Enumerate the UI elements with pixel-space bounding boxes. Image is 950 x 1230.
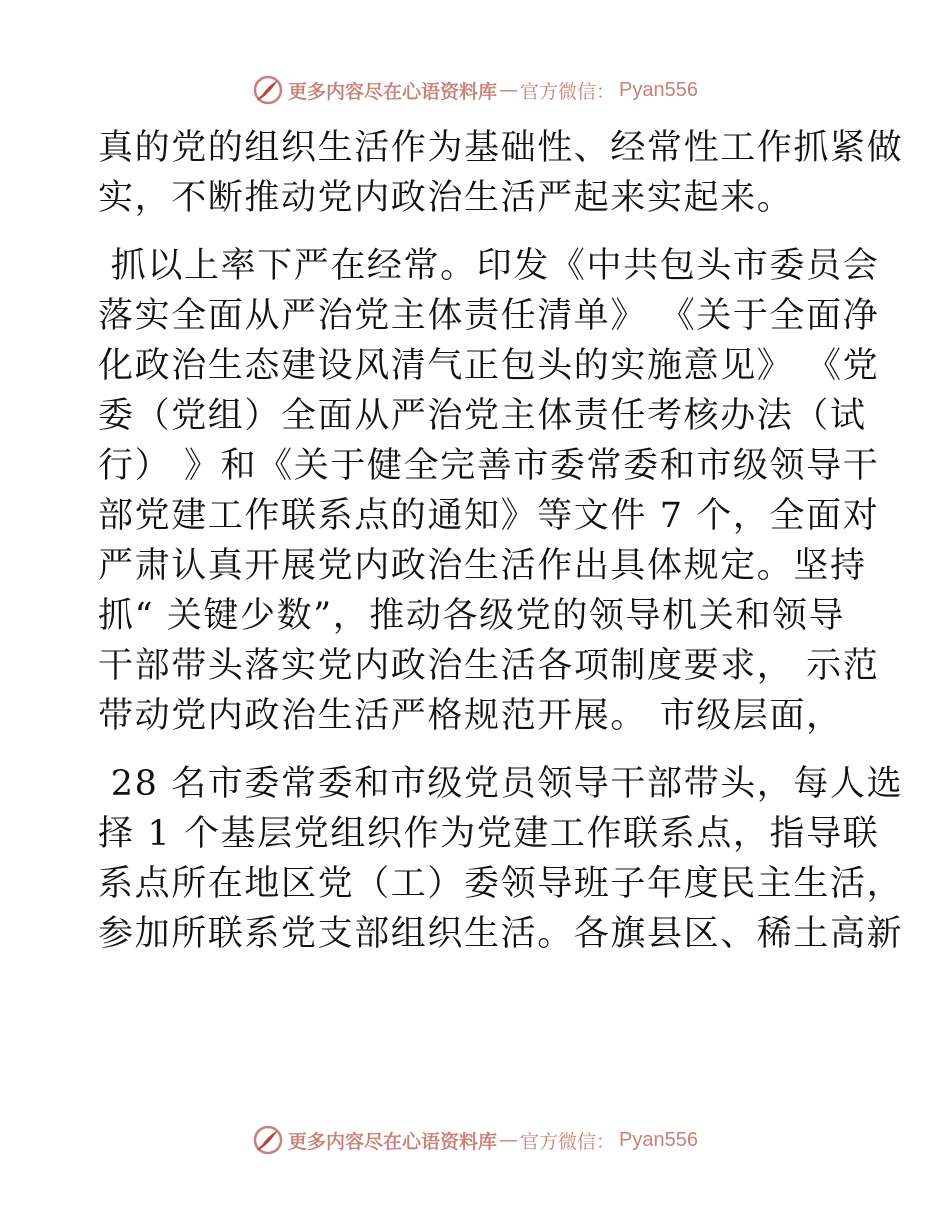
text-line: 化政治生态建设风清气正包头的实施意见》 《党: [98, 346, 880, 386]
official-wechat-label: 官方微信：: [520, 80, 616, 103]
text-line: 28 名市委常委和市级党员领导干部带头，每人选: [98, 764, 904, 804]
text-line: 干部带头落实党内政治生活各项制度要求， 示范: [98, 646, 880, 686]
paragraph-1: [98, 123, 904, 223]
quill-pen-logo-icon: [252, 74, 284, 106]
text-line: 真的党的组织生活作为基础性、经常性工作抓紧做: [98, 128, 904, 168]
text-line: 行） 》和《关于健全完善市委常委和市级领导干: [98, 446, 880, 486]
text-line: 实，不断推动党内政治生活严起来实起来。: [98, 178, 794, 218]
text-line: 参加所联系党支部组织生活。各旗县区、稀土高新: [98, 914, 904, 954]
banner-separator: —: [499, 79, 519, 101]
wechat-id: Pyan556: [619, 1128, 698, 1151]
site-name: 更多内容尽在心语资料库: [288, 1130, 498, 1153]
text-line: 落实全面从严治党主体责任清单》 《关于全面净: [98, 296, 880, 336]
text-line: 择 1 个基层党组织作为党建工作联系点，指导联: [98, 814, 880, 854]
text-line: 部党建工作联系点的通知》等文件 7 个，全面对: [98, 496, 880, 536]
paragraph-2: [98, 241, 880, 741]
wechat-id: Pyan556: [619, 78, 698, 101]
document-body: [98, 123, 904, 959]
header-banner: [0, 70, 950, 110]
text-line: 委（党组）全面从严治党主体责任考核办法（试: [98, 396, 867, 436]
banner-separator: —: [499, 1129, 519, 1151]
quill-pen-logo-icon: [252, 1124, 284, 1156]
text-line: 带动党内政治生活严格规范开展。 市级层面，: [98, 696, 843, 736]
official-wechat-label: 官方微信：: [520, 1130, 616, 1153]
text-line: 抓以上率下严在经常。印发《中共包头市委员会: [98, 246, 880, 286]
site-name: 更多内容尽在心语资料库: [288, 80, 498, 103]
text-line: 抓“ 关键少数”，推动各级党的领导机关和领导: [98, 596, 846, 636]
text-line: 严肃认真开展党内政治生活作出具体规定。坚持: [98, 546, 867, 586]
paragraph-3: [98, 759, 904, 959]
text-line: 系点所在地区党（工）委领导班子年度民主生活，: [98, 864, 904, 904]
footer-banner: [0, 1120, 950, 1160]
